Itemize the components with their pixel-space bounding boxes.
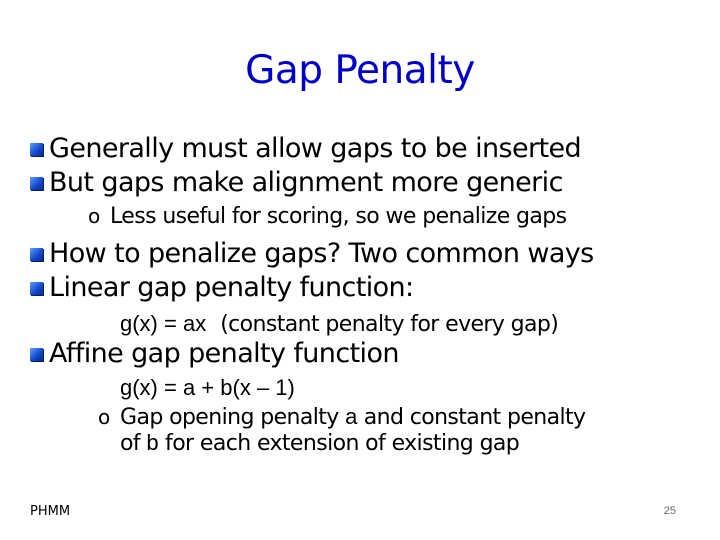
bullet-item: [30, 338, 399, 369]
linear-formula-line: [120, 311, 558, 337]
bullet-text: Linear gap penalty function:: [49, 272, 414, 303]
hollow-circle-bullet-icon: o: [98, 405, 110, 429]
square-bullet-icon: [30, 348, 43, 361]
slide-title: Gap Penalty: [245, 48, 475, 93]
bullet-text: But gaps make alignment more generic: [49, 167, 563, 198]
bullet-item: [30, 238, 594, 269]
page-number: 25: [663, 505, 676, 517]
bullet-item: [30, 133, 581, 164]
affine-desc-prefix: Gap opening penalty: [120, 405, 346, 430]
sub-bullet-item: [98, 404, 585, 430]
bullet-text: Affine gap penalty function: [49, 338, 399, 369]
square-bullet-icon: [30, 177, 43, 190]
bullet-text: Generally must allow gaps to be inserted: [49, 133, 582, 164]
affine-desc-line2-rest: for each extension of existing gap: [158, 431, 520, 456]
square-bullet-icon: [30, 282, 43, 295]
linear-formula: g(x) = ax: [120, 311, 207, 336]
bullet-item: [30, 272, 414, 303]
affine-desc-a: a: [345, 404, 358, 429]
footer-label: PHMM: [30, 504, 71, 519]
affine-formula: g(x) = a + b(x – 1): [120, 375, 295, 400]
square-bullet-icon: [30, 143, 43, 156]
affine-desc-mid: and constant penalty: [357, 405, 586, 430]
linear-note: (constant penalty for every gap): [220, 312, 559, 337]
affine-desc-b: b: [146, 430, 159, 455]
hollow-circle-bullet-icon: o: [88, 204, 100, 228]
bullet-text: How to penalize gaps? Two common ways: [49, 238, 594, 269]
sub-bullet-item: [88, 204, 567, 229]
bullet-item: [30, 167, 563, 198]
affine-desc-line2: [120, 430, 519, 456]
affine-desc-line2-prefix: of: [120, 431, 147, 456]
sub-bullet-text: Less useful for scoring, so we penalize gaps: [110, 204, 567, 229]
square-bullet-icon: [30, 248, 43, 261]
